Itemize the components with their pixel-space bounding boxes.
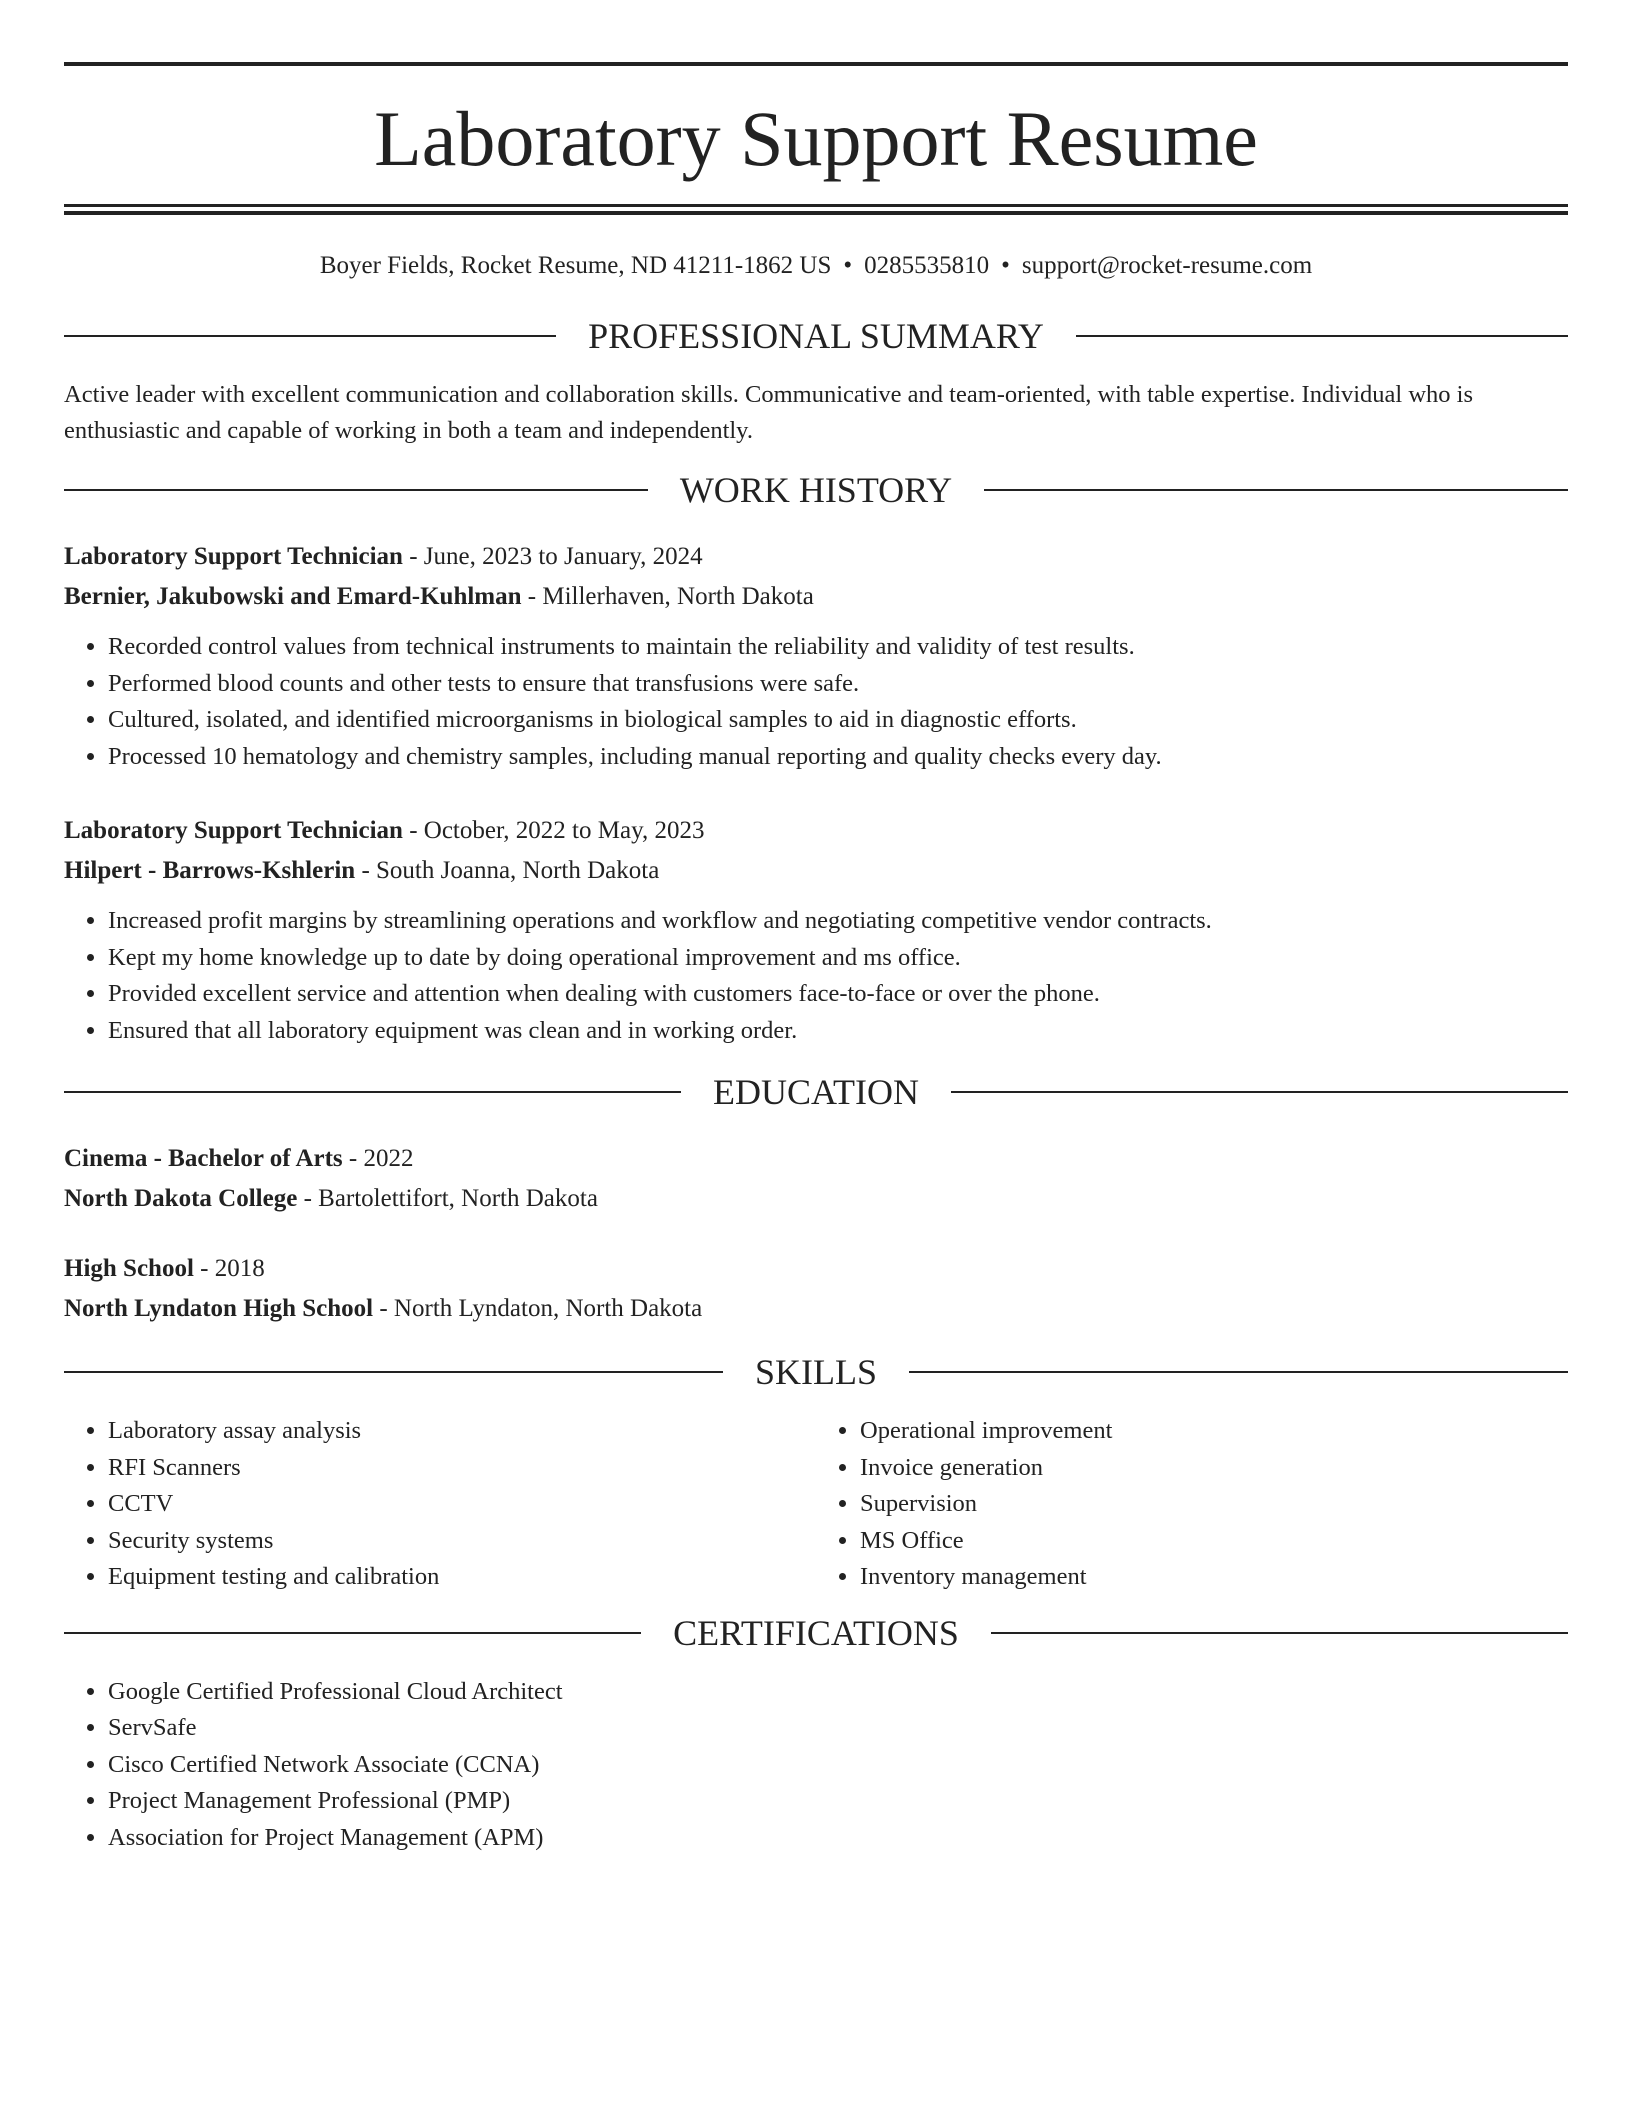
heading-rule [64,489,648,491]
title-double-rule [64,204,1568,215]
section-title: CERTIFICATIONS [673,1612,959,1653]
heading-rule [1076,335,1568,337]
heading-rule [951,1091,1568,1093]
skills-grid [64,1413,1568,1596]
heading-rule [64,1632,641,1634]
certifications-list [64,1674,1568,1857]
section-heading-certifications [64,1612,1568,1654]
education-degree-line [64,1249,1568,1289]
contact-phone: 0285535810 [864,252,990,279]
skill-item: • Security systems [108,1523,816,1560]
job-title: Laboratory Support Technician [64,543,403,570]
top-rule [64,62,1568,66]
education-entry [64,1139,1568,1219]
education-degree: High School [64,1255,194,1282]
heading-rule [909,1371,1568,1373]
list-item: • Performed blood counts and other tests to ensure that transfusions were safe. [108,666,1568,703]
list-item: • Ensured that all laboratory equipment was clean and in working order. [108,1013,1568,1050]
contact-separator: • [1001,252,1010,279]
job-company: Hilpert - Barrows-Kshlerin [64,857,356,884]
job-location: - Millerhaven, North Dakota [521,583,814,610]
certifications-list-wrap [64,1674,1568,1857]
education-school-line [64,1179,1568,1219]
contact-line [64,251,1568,281]
skill-item: • Operational improvement [860,1413,1568,1450]
section-title: PROFESSIONAL SUMMARY [588,316,1044,356]
list-item: • Processed 10 hematology and chemistry samples, including manual reporting and quality checks every day. [108,739,1568,776]
skill-item: • Equipment testing and calibration [108,1559,816,1596]
job-dates: - October, 2022 to May, 2023 [402,817,705,844]
skills-column-right [816,1413,1568,1596]
job-entry [64,537,1568,775]
education-school: North Dakota College [64,1185,298,1212]
job-title-line [64,811,1568,851]
list-item: • Provided excellent service and attention when dealing with customers face-to-face or over the phone. [108,976,1568,1013]
education-entry [64,1249,1568,1329]
list-item: • Recorded control values from technical instruments to maintain the reliability and validity of test results. [108,629,1568,666]
education-school-line [64,1289,1568,1329]
skill-item: • MS Office [860,1523,1568,1560]
certification-item: • ServSafe [108,1710,1568,1747]
job-title: Laboratory Support Technician [64,817,403,844]
section-heading-education [64,1071,1568,1113]
job-dates: - June, 2023 to January, 2024 [402,543,703,570]
list-item: • Increased profit margins by streamlining operations and workflow and negotiating competitive vendor contracts. [108,903,1568,940]
page-title: Laboratory Support Resume [374,95,1258,182]
contact-separator: • [843,252,853,279]
contact-address: Boyer Fields, Rocket Resume, ND 41211-1862 US [319,252,832,279]
job-title-line [64,537,1568,577]
job-bullets [64,903,1568,1049]
list-item: • Kept my home knowledge up to date by doing operational improvement and ms office. [108,940,1568,977]
certification-item: • Cisco Certified Network Associate (CCNA) [108,1747,1568,1784]
skill-item: • Inventory management [860,1559,1568,1596]
job-company: Bernier, Jakubowski and Emard-Kuhlman [64,583,522,610]
skill-item: • Supervision [860,1486,1568,1523]
section-heading-work [64,469,1568,511]
education-school: North Lyndaton High School [64,1295,374,1322]
section-title: SKILLS [755,1352,878,1392]
skill-item: • CCTV [108,1486,816,1523]
heading-rule [64,1091,681,1093]
list-item: • Cultured, isolated, and identified microorganisms in biological samples to aid in diagnostic efforts. [108,702,1568,739]
section-heading-summary [64,315,1568,357]
section-title: WORK HISTORY [679,470,953,510]
education-degree: Cinema - Bachelor of Arts [64,1145,343,1172]
skill-item: • RFI Scanners [108,1450,816,1487]
heading-rule [64,335,556,337]
heading-rule [64,1371,723,1373]
certification-item: • Google Certified Professional Cloud Architect [108,1674,1568,1711]
job-company-line [64,851,1568,891]
summary-text: Active leader with excellent communication and collaboration skills. Communicative and team-oriented, with table expertise. Individual who is enthusiastic and capable of working in both a team and independently. [64,381,1474,444]
job-location: - South Joanna, North Dakota [355,857,660,884]
heading-rule [984,489,1568,491]
job-company-line [64,577,1568,617]
certification-item: • Project Management Professional (PMP) [108,1783,1568,1820]
skill-item: • Laboratory assay analysis [108,1413,816,1450]
skills-column-left [64,1413,816,1596]
education-year: - 2018 [193,1255,265,1282]
contact-email: support@rocket-resume.com [1021,252,1313,279]
section-heading-skills [64,1351,1568,1393]
education-degree-line [64,1139,1568,1179]
education-location: - North Lyndaton, North Dakota [373,1295,703,1322]
heading-rule [991,1632,1568,1634]
job-bullets [64,629,1568,775]
section-title: EDUCATION [713,1072,919,1112]
certification-item: • Association for Project Management (APM) [108,1820,1568,1857]
skill-item: • Invoice generation [860,1450,1568,1487]
job-entry [64,811,1568,1049]
education-year: - 2022 [342,1145,414,1172]
education-location: - Bartolettifort, North Dakota [297,1185,598,1212]
